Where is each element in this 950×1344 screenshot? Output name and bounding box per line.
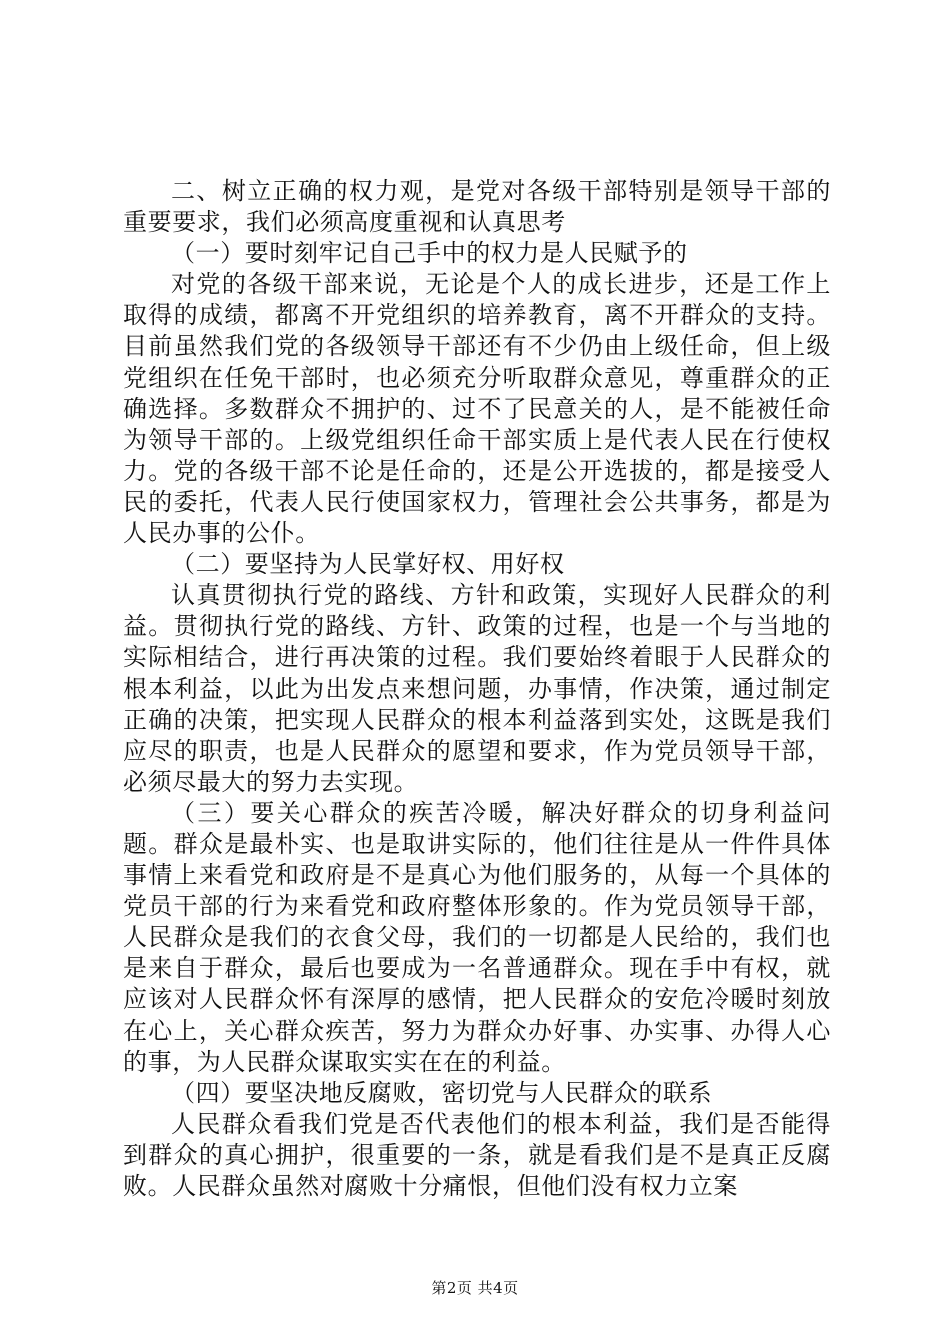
document-body <box>123 176 831 1202</box>
page-number-footer: 第2页 共4页 <box>431 1279 519 1297</box>
subheading-1: （一）要时刻牢记自己手中的权力是人民赋予的 <box>171 239 688 268</box>
section-heading-2: 二、树立正确的权力观，是党对各级干部特别是领导干部的重要要求，我们必须高度重视和认真思考 <box>123 177 831 237</box>
paragraph: 人民群众看我们党是否代表他们的根本利益，我们是否能得到群众的真心拥护，很重要的一条，就是看我们是不是真正反腐败。人民群众虽然对腐败十分痛恨，但他们没有权力立案 <box>123 1109 831 1200</box>
subheading-4: （四）要坚决地反腐败，密切党与人民群众的联系 <box>171 1078 713 1107</box>
paragraph: 认真贯彻执行党的路线、方针和政策，实现好人民群众的利益。贯彻执行党的路线、方针、政策的过程，也是一个与当地的实际相结合，进行再决策的过程。我们要始终着眼于人民群众的根本利益，以此为出发点来想问题，办事情，作决策，通过制定正确的决策，把实现人民群众的根本利益落到实处，这既是我们应尽的职责，也是人民群众的愿望和要求，作为党员领导干部，必须尽最大的努力去实现。 <box>123 581 831 796</box>
subheading-3-paragraph: （三）要关心群众的疾苦冷暖，解决好群众的切身利益问题。群众是最朴实、也是取讲实际的，他们往往是从一件件具体事情上来看党和政府是不是真心为他们服务的，从每一个具体的党员干部的行为来看党和政府整体形象的。作为党员领导干部，人民群众是我们的衣食父母，我们的一切都是人民给的，我们也是来自于群众，最后也要成为一名普通群众。现在手中有权，就应该对人民群众怀有深厚的感情，把人民群众的安危冷暖时刻放在心上，关心群众疾苦，努力为群众办好事、办实事、办得人心的事，为人民群众谋取实实在在的利益。 <box>123 798 831 1076</box>
subheading-2: （二）要坚持为人民掌好权、用好权 <box>171 550 565 579</box>
paragraph: 对党的各级干部来说，无论是个人的成长进步，还是工作上取得的成绩，都离不开党组织的培养教育，离不开群众的支持。目前虽然我们党的各级领导干部还有不少仍由上级任命，但上级党组织在任免干部时，也必须充分听取群众意见，尊重群众的正确选择。多数群众不拥护的、过不了民意关的人，是不能被任命为领导干部的。上级党组织任命干部实质上是代表人民在行使权力。党的各级干部不论是任命的，还是公开选拔的，都是接受人民的委托，代表人民行使国家权力，管理社会公共事务，都是为人民办事的公仆。 <box>123 270 831 548</box>
